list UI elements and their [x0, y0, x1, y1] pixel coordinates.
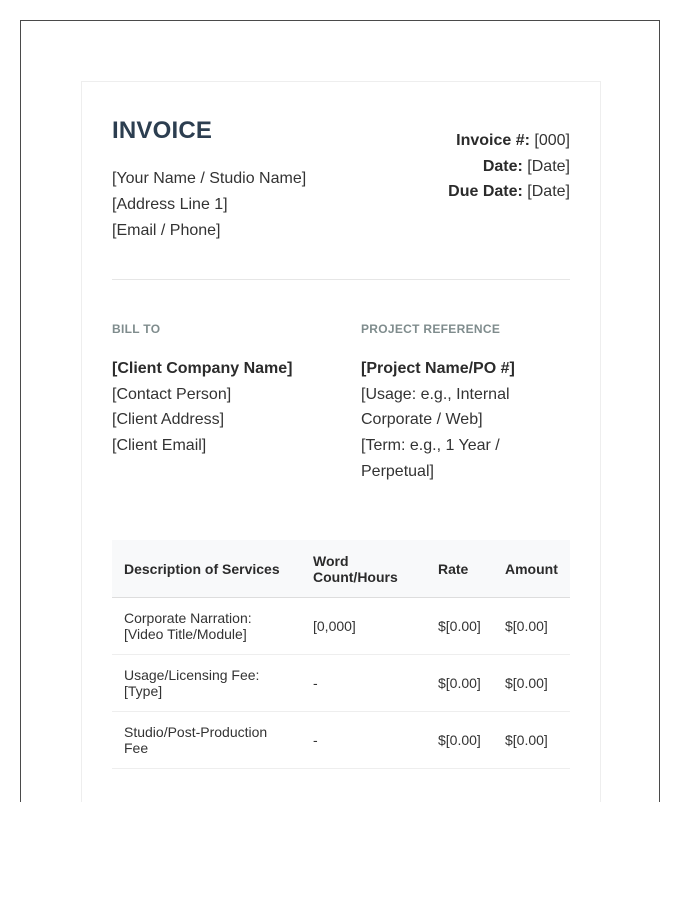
header-divider	[112, 279, 570, 280]
invoice-number-label: Invoice #:	[456, 132, 530, 149]
header-description: Description of Services	[112, 540, 301, 598]
due-date-row	[448, 179, 570, 205]
sender-address	[112, 166, 306, 244]
header-word-count: Word Count/Hours	[301, 540, 426, 598]
row-quantity: -	[301, 712, 426, 769]
sender-address-line: [Address Line 1]	[112, 196, 228, 213]
due-date-label: Due Date:	[448, 183, 523, 200]
row-description: Corporate Narration: [Video Title/Module]	[112, 598, 301, 655]
row-amount: $[0.00]	[493, 712, 570, 769]
table-row	[112, 655, 570, 712]
header-rate: Rate	[426, 540, 493, 598]
invoice-meta	[448, 128, 570, 205]
invoice-title: INVOICE	[112, 117, 213, 144]
row-amount: $[0.00]	[493, 655, 570, 712]
row-description: Usage/Licensing Fee: [Type]	[112, 655, 301, 712]
client-address: [Client Address]	[112, 411, 225, 429]
bill-to-block	[112, 356, 342, 459]
row-description: Studio/Post-Production Fee	[112, 712, 301, 769]
sender-contact: [Email / Phone]	[112, 222, 221, 239]
header-amount: Amount	[493, 540, 570, 598]
row-rate: $[0.00]	[426, 598, 493, 655]
row-quantity: -	[301, 655, 426, 712]
row-amount: $[0.00]	[493, 598, 570, 655]
client-contact-person: [Contact Person]	[112, 385, 232, 403]
invoice-date-row	[448, 154, 570, 180]
invoice-date-value: [Date]	[522, 157, 570, 175]
bill-to-label: BILL TO	[112, 322, 161, 336]
project-usage: [Usage: e.g., Internal Corporate / Web]	[361, 385, 510, 429]
table-row	[112, 712, 570, 769]
row-rate: $[0.00]	[426, 712, 493, 769]
row-rate: $[0.00]	[426, 655, 493, 712]
table-header-row	[112, 540, 570, 598]
table-row	[112, 598, 570, 655]
project-term: [Term: e.g., 1 Year / Perpetual]	[361, 437, 500, 480]
project-name: [Project Name/PO #]	[361, 360, 515, 377]
due-date-value: [Date]	[522, 183, 570, 200]
project-reference-label: PROJECT REFERENCE	[361, 322, 501, 336]
services-table	[112, 540, 570, 769]
invoice-number-value: [000]	[529, 132, 570, 149]
invoice-date-label: Date:	[482, 157, 523, 175]
client-email: [Client Email]	[112, 437, 207, 455]
sender-name: [Your Name / Studio Name]	[112, 170, 307, 187]
project-reference-block	[361, 356, 541, 485]
row-quantity: [0,000]	[301, 598, 426, 655]
client-company-name: [Client Company Name]	[112, 360, 293, 377]
invoice-number-row	[448, 128, 570, 154]
